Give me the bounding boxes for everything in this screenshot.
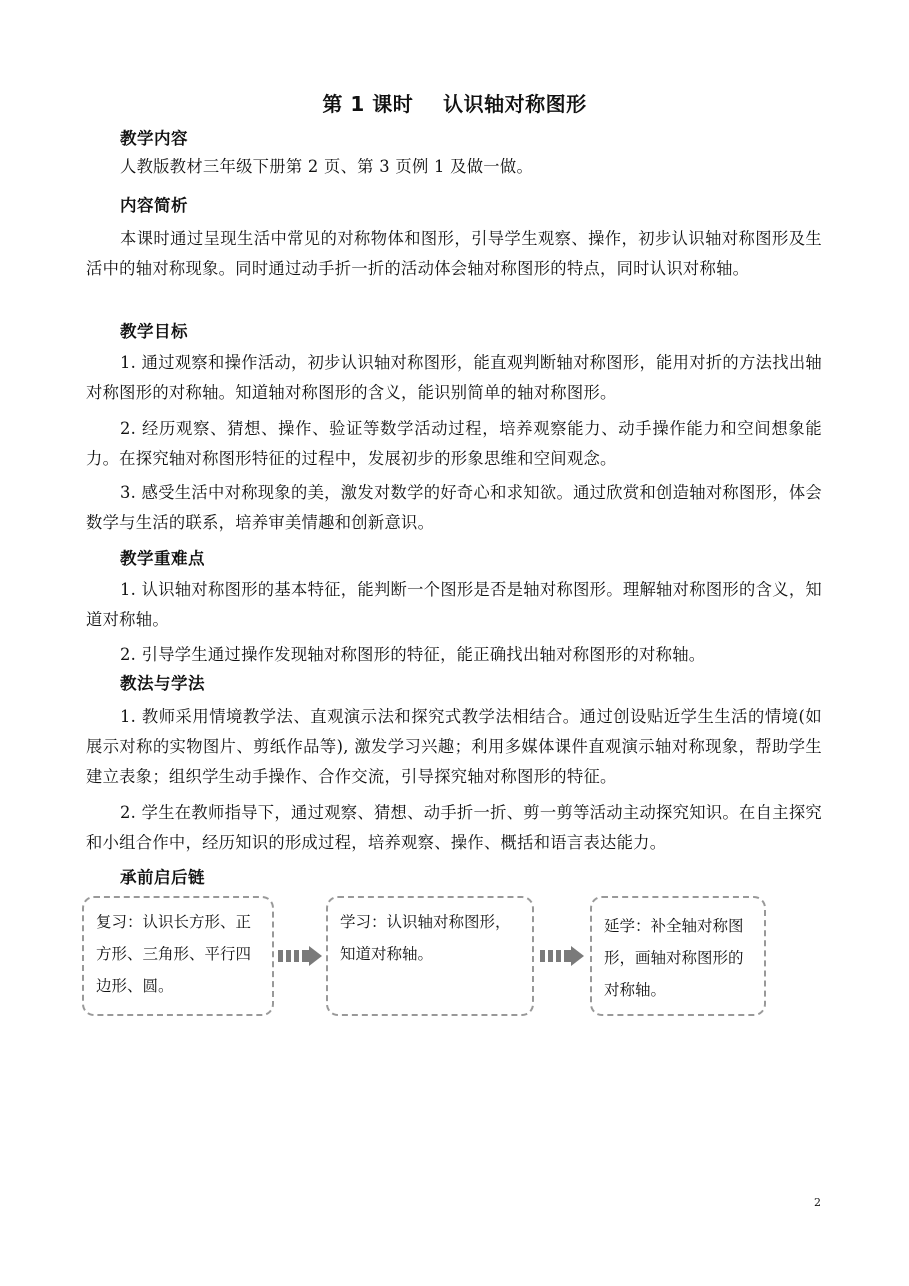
page-number: 2 bbox=[814, 1196, 821, 1209]
chain-extend-text: 延学：补全轴对称图形，画轴对称图形的对称轴。 bbox=[604, 917, 744, 999]
chain-extend-box bbox=[590, 896, 766, 1016]
content-text: 人教版教材三年级下册第 2 页、第 3 页例 1 及做一做。 bbox=[120, 157, 534, 176]
page-title: 第 1 课时 认识轴对称图形 bbox=[322, 92, 587, 116]
method-item-1: 1. 教师采用情境教学法、直观演示法和探究式教学法相结合。通过创设贴近学生生活的情境(如展示对称的实物图片、剪纸作品等), 激发学习兴趣；利用多媒体课件直观演示轴对称现象，帮助学生建立表象；组织学生动手操作、合作交流，引导探究轴对称图形的特征。 bbox=[86, 707, 822, 786]
goal-item-1: 1. 通过观察和操作活动，初步认识轴对称图形，能直观判断轴对称图形，能用对折的方法找出轴对称图形的对称轴。知道轴对称图形的含义，能识别简单的轴对称图形。 bbox=[86, 353, 822, 402]
heading-content: 教学内容 bbox=[120, 129, 188, 148]
chain-review-box bbox=[82, 896, 274, 1016]
heading-goals: 教学目标 bbox=[120, 322, 188, 341]
arrow-right-icon bbox=[278, 946, 324, 966]
chain-learn-text: 学习：认识轴对称图形，知道对称轴。 bbox=[340, 913, 511, 963]
heading-summary: 内容简析 bbox=[120, 196, 188, 215]
summary-text: 本课时通过呈现生活中常见的对称物体和图形，引导学生观察、操作，初步认识轴对称图形及生活中的轴对称现象。同时通过动手折一折的活动体会轴对称图形的特点，同时认识对称轴。 bbox=[86, 229, 822, 278]
keypoint-item-2: 2. 引导学生通过操作发现轴对称图形的特征，能正确找出轴对称图形的对称轴。 bbox=[120, 645, 706, 664]
keypoint-item-1: 1. 认识轴对称图形的基本特征，能判断一个图形是否是轴对称图形。理解轴对称图形的含义，知道对称轴。 bbox=[86, 580, 822, 629]
goal-item-2: 2. 经历观察、猜想、操作、验证等数学活动过程，培养观察能力、动手操作能力和空间想象能力。在探究轴对称图形特征的过程中，发展初步的形象思维和空间观念。 bbox=[86, 419, 822, 468]
arrow-right-icon bbox=[540, 946, 586, 966]
goal-item-3: 3. 感受生活中对称现象的美，激发对数学的好奇心和求知欲。通过欣赏和创造轴对称图形，体会数学与生活的联系，培养审美情趣和创新意识。 bbox=[86, 483, 822, 532]
method-item-2: 2. 学生在教师指导下，通过观察、猜想、动手折一折、剪一剪等活动主动探究知识。在自主探究和小组合作中，经历知识的形成过程，培养观察、操作、概括和语言表达能力。 bbox=[86, 803, 822, 852]
heading-methods: 教法与学法 bbox=[120, 674, 205, 693]
heading-keypoints: 教学重难点 bbox=[120, 549, 205, 568]
chain-review-text: 复习：认识长方形、正方形、三角形、平行四边形、圆。 bbox=[96, 913, 252, 995]
chain-learn-box bbox=[326, 896, 534, 1016]
heading-chain: 承前启后链 bbox=[120, 868, 205, 887]
